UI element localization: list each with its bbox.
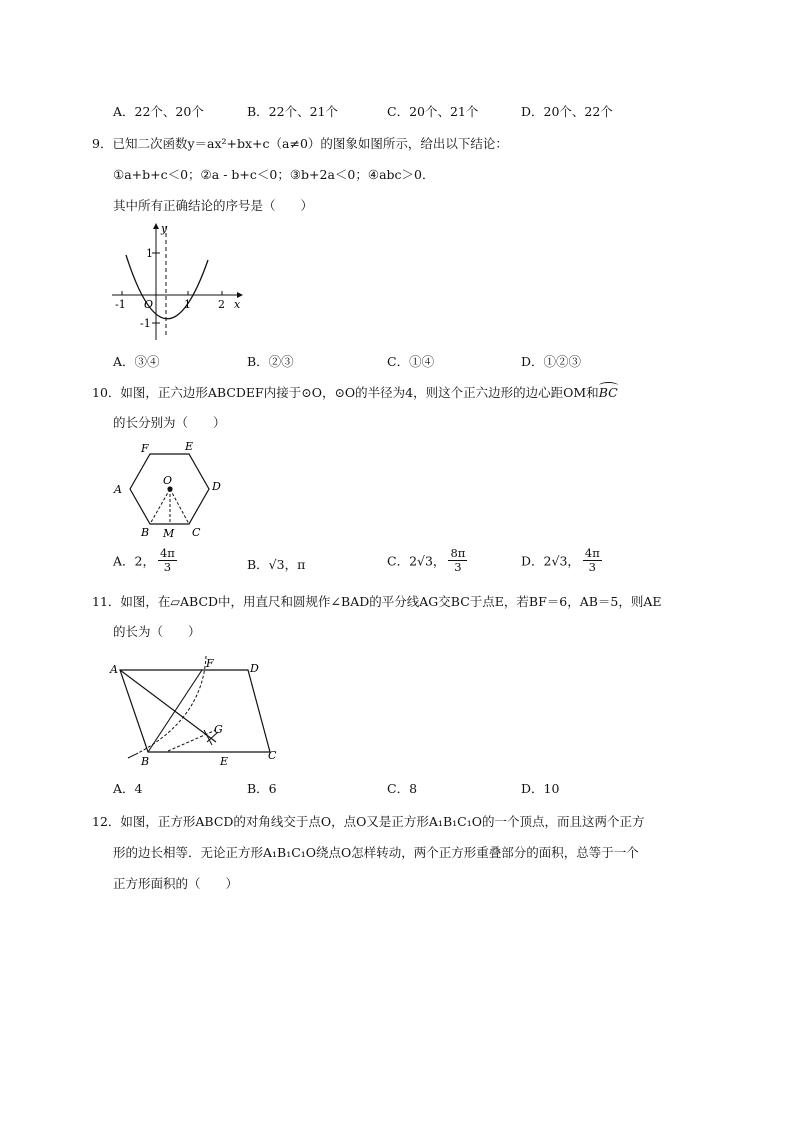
q10-option-d: D．2√3， $\frac{4\pi}{3}$	[521, 546, 600, 574]
label-m: M	[163, 527, 175, 540]
label-a: A	[114, 483, 122, 496]
x-tick-neg1: -1	[115, 298, 126, 311]
label-d: D	[212, 480, 221, 493]
q8-option-d: D．20个、22个	[521, 104, 613, 119]
origin-label: O	[144, 298, 154, 311]
y-tick-1: 1	[146, 247, 153, 260]
q11-stem-line1: 11．如图，在▱ABCD中，用直尺和圆规作∠BAD的平分线AG交BC于点E，若BF＝6，AB＝5，则AE	[92, 594, 662, 609]
label-e: E	[220, 755, 229, 768]
center-point-o	[167, 486, 172, 491]
label-a: A	[110, 663, 118, 676]
compass-arc	[128, 656, 206, 758]
y-tick-neg1: -1	[140, 317, 151, 330]
y-axis-label: y	[161, 222, 168, 235]
q9-option-b: B．②③	[247, 354, 294, 369]
label-b: B	[141, 755, 150, 768]
q8-option-c: C．20个、21个	[387, 104, 479, 119]
label-c: C	[192, 526, 201, 539]
label-c: C	[268, 749, 277, 762]
q9-option-d: D．①②③	[521, 354, 582, 369]
q9-parabola-graph	[110, 220, 250, 345]
q11-stem-line2: 的长为（ ）	[113, 624, 201, 639]
q10-stem-line2: 的长分别为（ ）	[113, 415, 226, 430]
arc-bc: BC	[598, 385, 618, 400]
q11-option-d: D．10	[521, 781, 560, 796]
label-f: F	[141, 442, 149, 455]
q12-line1: 12．如图，正方形ABCD的对角线交于点O，点O又是正方形A₁B₁C₁O的一个顶点，而且这两个正方	[92, 814, 645, 829]
label-d: D	[250, 662, 259, 675]
q11-option-b: B．6	[247, 781, 277, 796]
x-tick-1: 1	[184, 298, 191, 311]
x-axis-label: x	[234, 298, 241, 311]
q9-stem: 9．已知二次函数y＝ax²+bx+c（a≠0）的图象如图所示，给出以下结论：	[92, 136, 508, 151]
q11-parallelogram-figure	[108, 650, 288, 770]
q11-option-a: A．4	[113, 781, 143, 796]
q12-line3: 正方形面积的（ ）	[113, 876, 239, 891]
q12-line2: 形的边长相等．无论正方形A₁B₁C₁O绕点O怎样转动，两个正方形重叠部分的面积，总等于一个	[113, 845, 639, 860]
q10-option-b: B．√3，π	[247, 557, 306, 572]
segment-bf	[148, 670, 202, 752]
q11-option-c: C．8	[387, 781, 418, 796]
q9-conclusions: ①a+b+c＜0；②a - b+c＜0；③b+2a＜0；④abc＞0．	[113, 167, 435, 182]
label-g: G	[214, 723, 223, 736]
label-e: E	[185, 440, 194, 453]
q8-option-b: B．22个、21个	[247, 104, 338, 119]
parabola-curve	[126, 255, 208, 319]
x-tick-2: 2	[218, 298, 225, 311]
q9-option-c: C．①④	[387, 354, 435, 369]
q10-option-c: C．2√3， $\frac{8\pi}{3}$	[387, 546, 466, 574]
q8-option-a: A．22个、20个	[113, 104, 204, 119]
q9-option-a: A．③④	[113, 354, 160, 369]
q10-stem-line1: 10．如图，正六边形ABCDEF内接于⊙O，⊙O的半径为4，则这个正六边形的边心距OM和BC	[92, 385, 618, 400]
q10-hexagon-figure	[108, 436, 228, 541]
q10-option-a: A．2， $\frac{4\pi}{3}$	[113, 546, 175, 574]
label-o: O	[163, 474, 173, 487]
label-b: B	[141, 526, 150, 539]
parallelogram-abcd	[120, 670, 270, 752]
q9-question: 其中所有正确结论的序号是（ ）	[113, 198, 314, 213]
label-f: F	[206, 657, 214, 670]
